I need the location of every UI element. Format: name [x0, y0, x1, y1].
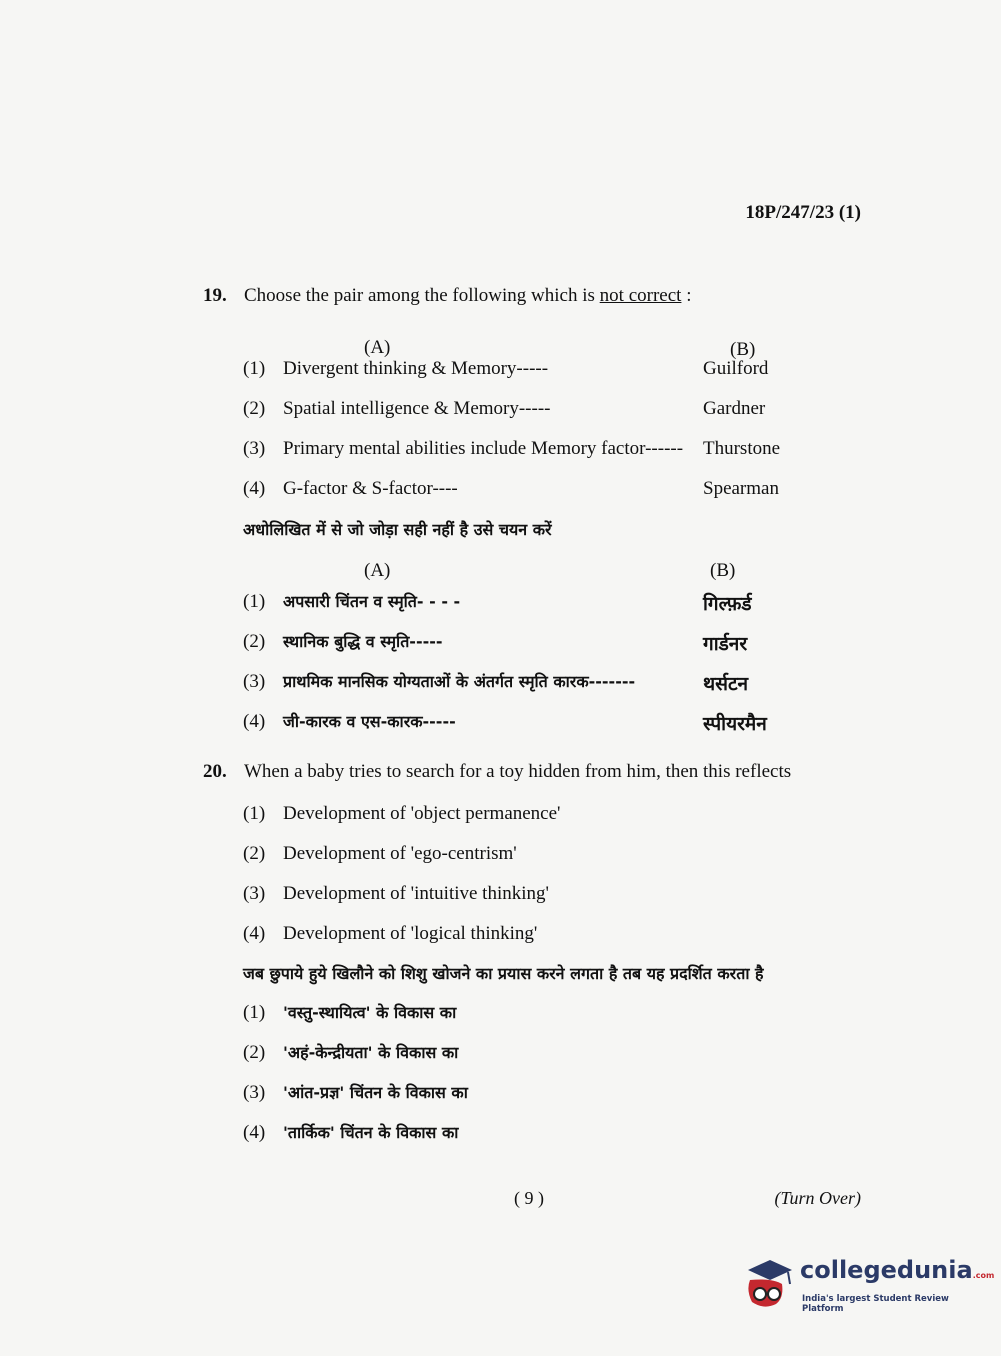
- option-text: Primary mental abilities include Memory factor------: [283, 438, 684, 459]
- option-text: अपसारी चिंतन व स्मृति- - - -: [283, 592, 461, 611]
- option-number: (3): [243, 671, 266, 692]
- q20-hindi-option-1: [243, 1001, 456, 1024]
- question-19-text: [244, 285, 691, 307]
- q19-hindi-option-4-answer: स्पीयरमैन: [703, 714, 767, 735]
- option-text: स्थानिक बुद्धि व स्मृति-----: [283, 632, 443, 651]
- q19-text-before: Choose the pair among the following which is: [244, 285, 600, 306]
- q19-hindi-option-1-answer: गिल्फ़र्ड: [703, 594, 752, 615]
- q19-hindi-question: अधोलिखित में से जो जोड़ा सही नहीं है उसे चयन करें: [243, 520, 552, 539]
- option-text: 'आंत-प्रज्ञ' चिंतन के विकास का: [283, 1083, 468, 1102]
- option-text: प्राथमिक मानसिक योग्यताओं के अंतर्गत स्मृति कारक-------: [283, 672, 636, 691]
- option-text: Development of 'logical thinking': [283, 923, 538, 944]
- option-number: (4): [243, 711, 266, 732]
- paper-code: 18P/247/23 (1): [745, 202, 861, 223]
- q19-text-after: :: [681, 285, 692, 306]
- option-text: Divergent thinking & Memory-----: [283, 358, 549, 379]
- q19-hindi-option-2-answer: गार्डनर: [703, 634, 748, 655]
- q19-option-1: [243, 358, 548, 380]
- option-number: (3): [243, 438, 266, 459]
- q19-hindi-option-1: [243, 590, 460, 613]
- option-number: (1): [243, 803, 266, 824]
- collegedunia-logo: [742, 1250, 995, 1314]
- q19-option-2: [243, 398, 551, 420]
- column-b-header: (B): [730, 339, 756, 360]
- option-number: (1): [243, 591, 266, 612]
- option-number: (3): [243, 1082, 266, 1103]
- question-19-number: 19.: [203, 285, 227, 306]
- option-text: Spatial intelligence & Memory-----: [283, 398, 551, 419]
- q20-hindi-option-4: [243, 1121, 458, 1144]
- q19-hindi-option-3: [243, 670, 635, 693]
- logo-tagline: India's largest Student Review Platform: [802, 1294, 949, 1314]
- option-number: (4): [243, 1122, 266, 1143]
- option-text: जी-कारक व एस-कारक-----: [283, 712, 456, 731]
- q19-text-underline: not correct: [599, 285, 682, 306]
- q19-option-1-answer: Guilford: [703, 358, 769, 379]
- q20-hindi-option-3: [243, 1081, 468, 1104]
- q19-hindi-option-2: [243, 630, 443, 653]
- option-text: Development of 'intuitive thinking': [283, 883, 549, 904]
- q19-hindi-option-3-answer: थर्सटन: [703, 674, 749, 695]
- logo-wordmark: [800, 1256, 994, 1284]
- option-number: (2): [243, 1042, 266, 1063]
- option-text: G-factor & S-factor----: [283, 478, 458, 499]
- option-number: (4): [243, 923, 266, 944]
- question-20-number: 20.: [203, 761, 227, 782]
- option-number: (1): [243, 1002, 266, 1023]
- q19-option-4-answer: Spearman: [703, 478, 779, 499]
- option-number: (4): [243, 478, 266, 499]
- q20-hindi-question: जब छुपाये हुये खिलौने को शिशु खोजने का प्रयास करने लगता है तब यह प्रदर्शित करता है: [243, 964, 764, 983]
- q19-option-3: [243, 438, 683, 460]
- column-b-header-hindi: (B): [710, 560, 736, 581]
- option-text: Development of 'ego-centrism': [283, 843, 517, 864]
- option-text: 'तार्किक' चिंतन के विकास का: [283, 1123, 459, 1142]
- q19-option-2-answer: Gardner: [703, 398, 766, 419]
- q20-option-2: [243, 843, 517, 865]
- q19-hindi-option-4: [243, 710, 456, 733]
- q19-option-4: [243, 478, 458, 500]
- option-number: (2): [243, 843, 266, 864]
- mascot-icon: [742, 1250, 798, 1314]
- column-a-header: (A): [364, 337, 391, 358]
- option-text: 'अहं-केन्द्रीयता' के विकास का: [283, 1043, 459, 1062]
- option-text: Development of 'object permanence': [283, 803, 561, 824]
- q20-option-3: [243, 883, 549, 905]
- option-number: (2): [243, 398, 266, 419]
- logo-suffix: .com: [972, 1271, 995, 1280]
- q19-option-3-answer: Thurstone: [703, 438, 781, 459]
- option-number: (2): [243, 631, 266, 652]
- q20-hindi-option-2: [243, 1041, 458, 1064]
- question-20-text: When a baby tries to search for a toy hidden from him, then this reflects: [244, 761, 792, 782]
- column-a-header-hindi: (A): [364, 560, 391, 581]
- logo-name: collegedunia: [800, 1256, 973, 1284]
- q20-option-4: [243, 923, 537, 945]
- q20-option-1: [243, 803, 560, 825]
- option-text: 'वस्तु-स्थायित्व' के विकास का: [283, 1003, 457, 1022]
- option-number: (1): [243, 358, 266, 379]
- page-number: ( 9 ): [514, 1188, 544, 1208]
- turn-over-note: (Turn Over): [774, 1188, 861, 1208]
- option-number: (3): [243, 883, 266, 904]
